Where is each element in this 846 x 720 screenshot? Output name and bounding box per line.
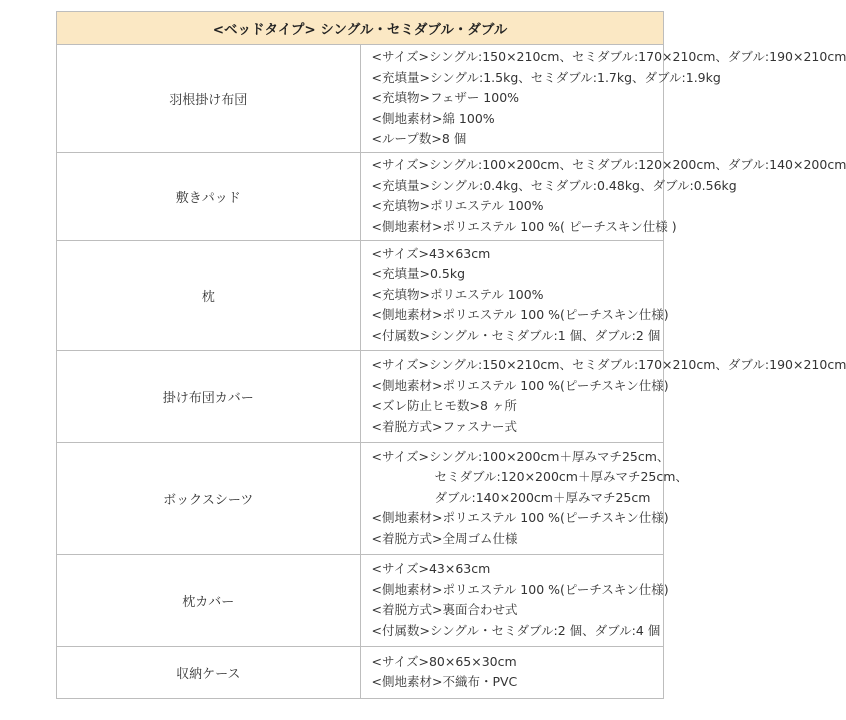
detail-line: <充填物>ポリエステル 100% <box>371 286 544 302</box>
table-row <box>57 442 664 554</box>
detail-line: <ズレ防止ヒモ数>8 ヶ所 <box>371 398 517 413</box>
detail-line: <充填量>0.5kg <box>371 266 465 282</box>
detail-line: <側地素材>ポリエステル 100 %(ピーチスキン仕様) <box>371 377 669 393</box>
detail-line: <着脱方式>裏面合わせ式 <box>371 602 518 617</box>
table-row <box>57 554 664 646</box>
detail-line: セミダブル:120×200cm＋厚みマチ25cm、 <box>434 469 688 485</box>
item-name: 枕 <box>57 240 361 350</box>
item-details <box>360 45 846 153</box>
item-name: 掛け布団カバー <box>57 350 361 442</box>
item-name: ボックスシーツ <box>57 442 361 554</box>
item-details <box>360 152 846 240</box>
table-header-row <box>57 12 664 45</box>
item-details <box>360 240 669 350</box>
table-row <box>57 240 664 350</box>
item-name: 羽根掛け布団 <box>57 45 361 153</box>
item-details <box>360 554 669 646</box>
detail-line: <側地素材>ポリエステル 100 %(ピーチスキン仕様) <box>371 581 669 597</box>
detail-line: ダブル:140×200cm＋厚みマチ25cm <box>434 489 651 505</box>
detail-line: <サイズ>シングル:150×210cm、セミダブル:170×210cm、ダブル:190×210cm <box>371 357 846 372</box>
detail-line: <ループ数>8 個 <box>371 131 467 146</box>
detail-line: <付属数>シングル・セミダブル:2 個、ダブル:4 個 <box>371 622 661 638</box>
detail-line: <サイズ>43×63cm <box>371 561 491 576</box>
detail-line: <充填量>シングル:1.5kg、セミダブル:1.7kg、ダブル:1.9kg <box>371 69 721 85</box>
table-row <box>57 45 664 153</box>
table-row <box>57 646 664 698</box>
detail-line: <側地素材>ポリエステル 100 %( ピーチスキン仕様 ) <box>371 218 677 234</box>
item-details <box>360 442 688 554</box>
detail-line: <サイズ>80×65×30cm <box>371 653 517 669</box>
item-name: 収納ケース <box>57 646 361 698</box>
detail-line: <側地素材>ポリエステル 100 %(ピーチスキン仕様) <box>371 510 669 526</box>
detail-line: <サイズ>シングル:150×210cm、セミダブル:170×210cm、ダブル:190×210cm <box>371 49 846 64</box>
item-details <box>360 646 664 698</box>
detail-line: <サイズ>シングル:100×200cm、セミダブル:120×200cm、ダブル:140×200cm <box>371 157 846 172</box>
table-row <box>57 350 664 442</box>
detail-line: <側地素材>ポリエステル 100 %(ピーチスキン仕様) <box>371 307 669 323</box>
detail-line: <充填物>フェザー 100% <box>371 90 520 105</box>
detail-line: <付属数>シングル・セミダブル:1 個、ダブル:2 個 <box>371 327 661 343</box>
item-name: 枕カバー <box>57 554 361 646</box>
detail-line: <サイズ>43×63cm <box>371 245 491 261</box>
item-details <box>360 350 846 442</box>
table-row <box>57 152 664 240</box>
detail-line: <充填量>シングル:0.4kg、セミダブル:0.48kg、ダブル:0.56kg <box>371 177 737 193</box>
detail-line: <着脱方式>ファスナー式 <box>371 418 517 434</box>
spec-table <box>56 11 846 699</box>
detail-line: <側地素材>綿 100% <box>371 110 495 126</box>
detail-line: <側地素材>不織布・PVC <box>371 674 518 689</box>
detail-line: <サイズ>シングル:100×200cm＋厚みマチ25cm、 <box>371 448 670 464</box>
table-header: <ベッドタイプ> シングル・セミダブル・ダブル <box>57 12 664 45</box>
detail-line: <着脱方式>全周ゴム仕様 <box>371 530 518 546</box>
item-name: 敷きパッド <box>57 152 361 240</box>
detail-line: <充填物>ポリエステル 100% <box>371 198 544 213</box>
